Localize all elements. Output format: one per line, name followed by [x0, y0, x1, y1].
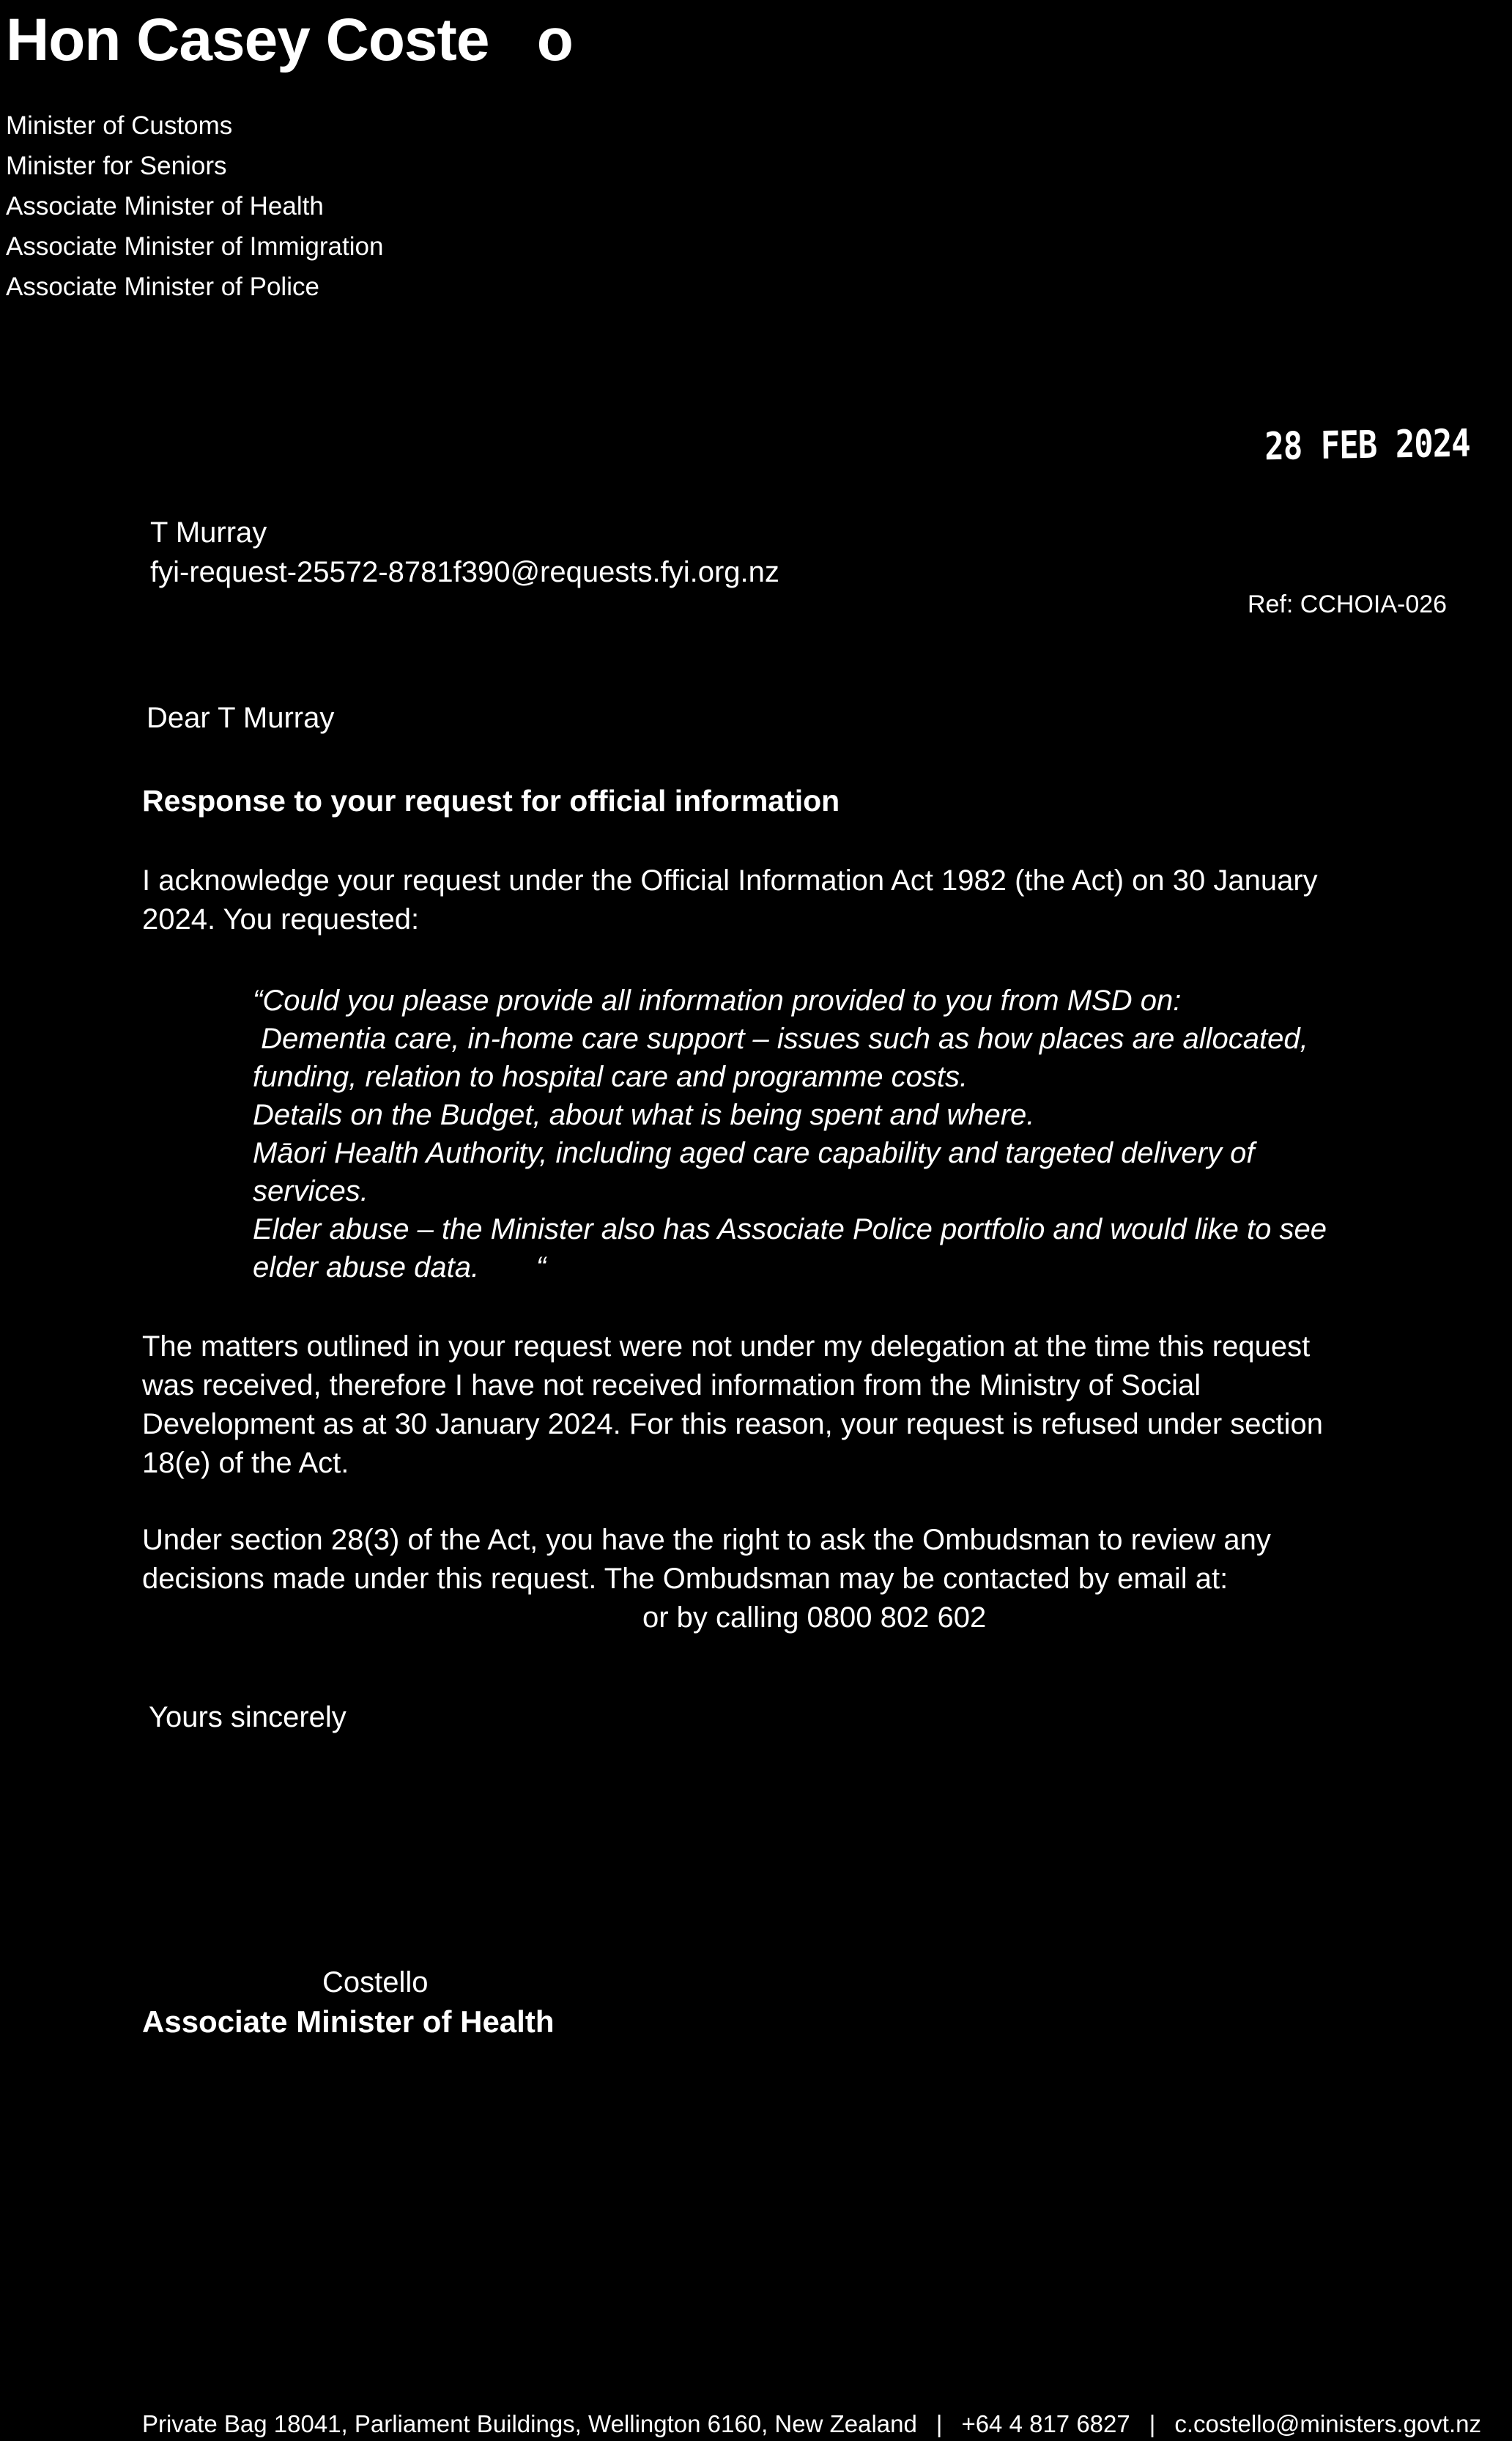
letterhead-role: Associate Minister of Immigration — [6, 232, 384, 261]
footer-separator: | — [935, 2410, 943, 2437]
letterhead-role: Minister of Customs — [6, 111, 233, 140]
quote-line: funding, relation to hospital care and programme costs. — [253, 1061, 968, 1093]
letterhead-role: Associate Minister of Police — [6, 273, 319, 301]
quote-line: elder abuse data. “ — [253, 1251, 546, 1284]
signature-name: Costello — [322, 1966, 429, 1999]
quote-line: Māori Health Authority, including aged care capability and targeted delivery of — [253, 1137, 1255, 1169]
footer-address: Private Bag 18041, Parliament Buildings, Wellington 6160, New Zealand — [142, 2410, 917, 2437]
body-paragraph-ombudsman — [142, 1521, 1271, 1637]
recipient-block — [150, 513, 779, 592]
request-quote-block — [253, 982, 1327, 1286]
quote-line: Elder abuse – the Minister also has Associate Police portfolio and would like to see — [253, 1213, 1327, 1245]
valediction: Yours sincerely — [149, 1701, 346, 1733]
body-paragraph-acknowledge — [142, 862, 1318, 939]
footer-email: c.costello@ministers.govt.nz — [1174, 2410, 1481, 2437]
body-line: 2024. You requested: — [142, 903, 420, 936]
body-line: Development as at 30 January 2024. For this reason, your request is refused under section — [142, 1408, 1324, 1440]
subject-line: Response to your request for official information — [142, 784, 840, 818]
footer-separator: | — [1149, 2410, 1156, 2437]
signature-title: Associate Minister of Health — [142, 2004, 555, 2039]
letterhead-roles — [6, 105, 383, 307]
letterhead-role: Associate Minister of Health — [6, 192, 324, 221]
recipient-email: fyi-request-25572-8781f390@requests.fyi.org.nz — [150, 556, 779, 588]
received-date-stamp: 28 FEB 2024 — [1264, 421, 1471, 470]
footer-contact-bar — [142, 2410, 1481, 2438]
footer-phone: +64 4 817 6827 — [961, 2410, 1130, 2437]
body-line: Under section 28(3) of the Act, you have the right to ask the Ombudsman to review any — [142, 1524, 1271, 1556]
salutation: Dear T Murray — [147, 702, 335, 734]
quote-line: “Could you please provide all information provided to you from MSD on: — [253, 985, 1182, 1017]
body-paragraph-refusal — [142, 1327, 1323, 1483]
quote-line: services. — [253, 1175, 368, 1207]
ombudsman-phone-line: or by calling 0800 802 602 — [642, 1601, 987, 1634]
letterhead-minister-name: Hon Casey Coste o — [6, 7, 573, 73]
body-line: The matters outlined in your request were not under my delegation at the time this request — [142, 1330, 1311, 1363]
reference-number: Ref: CCHOIA-026 — [1248, 590, 1448, 618]
quote-line: Details on the Budget, about what is being spent and where. — [253, 1099, 1035, 1131]
body-line: was received, therefore I have not received information from the Ministry of Social — [142, 1369, 1201, 1401]
recipient-name: T Murray — [150, 516, 267, 549]
quote-line: Dementia care, in-home care support – issues such as how places are allocated, — [253, 1023, 1308, 1055]
body-line: decisions made under this request. The Ombudsman may be contacted by email at: — [142, 1563, 1228, 1595]
letterhead-role: Minister for Seniors — [6, 152, 227, 180]
body-line: 18(e) of the Act. — [142, 1447, 349, 1479]
body-line: I acknowledge your request under the Official Information Act 1982 (the Act) on 30 January — [142, 864, 1318, 897]
